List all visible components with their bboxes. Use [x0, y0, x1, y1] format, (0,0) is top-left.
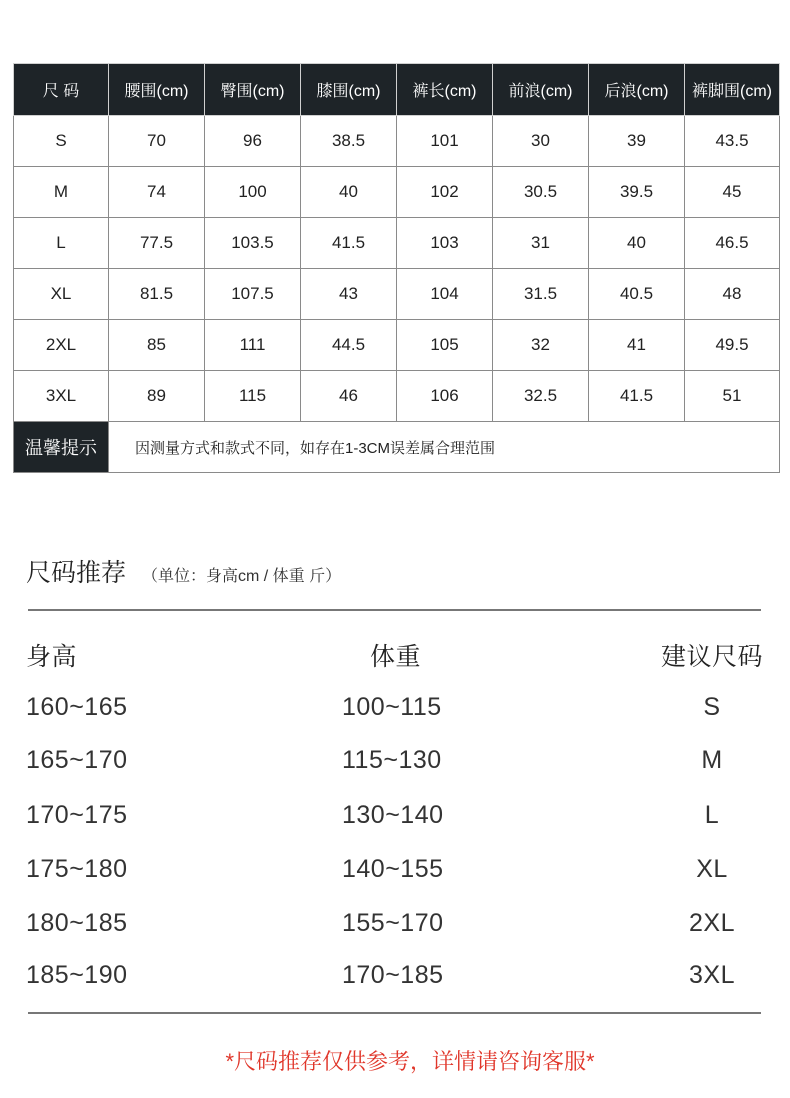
height-range: 175~180 [26, 855, 128, 883]
recommend-heading [26, 553, 341, 589]
measurement-cell: 100 [205, 167, 301, 218]
recommend-footnote: *尺码推荐仅供参考，详情请咨询客服* [225, 1049, 595, 1074]
size-table-row [14, 167, 780, 218]
measurement-cell: 49.5 [685, 320, 780, 371]
size-table-header-row [14, 64, 780, 116]
weight-range: 130~140 [342, 801, 444, 829]
measurement-cell: 40 [301, 167, 397, 218]
measurement-cell: 89 [109, 371, 205, 422]
measurement-cell: 39 [589, 116, 685, 167]
measurement-cell: 46 [301, 371, 397, 422]
size-table-header-cell: 裤长(cm) [397, 64, 493, 116]
measurement-cell: 77.5 [109, 218, 205, 269]
measurement-cell: 39.5 [589, 167, 685, 218]
suggested-size: L [704, 801, 720, 829]
weight-range: 115~130 [342, 746, 442, 774]
measurement-cell: 48 [685, 269, 780, 320]
weight-range: 140~155 [342, 855, 444, 883]
size-label-cell: XL [14, 269, 109, 320]
weight-range: 170~185 [342, 961, 444, 989]
size-table-row [14, 218, 780, 269]
measurement-cell: 74 [109, 167, 205, 218]
size-label-cell: 2XL [14, 320, 109, 371]
measurement-cell: 45 [685, 167, 780, 218]
measurement-cell: 105 [397, 320, 493, 371]
measurement-cell: 102 [397, 167, 493, 218]
measurement-cell: 32 [493, 320, 589, 371]
size-table-row [14, 116, 780, 167]
tip-text: 因测量方式和款式不同，如存在1-3CM误差属合理范围 [109, 422, 780, 473]
suggested-size: S [703, 693, 721, 721]
measurement-cell: 32.5 [493, 371, 589, 422]
height-range: 160~165 [26, 693, 128, 721]
measurement-cell: 31.5 [493, 269, 589, 320]
height-range: 170~175 [26, 801, 128, 829]
measurement-cell: 30.5 [493, 167, 589, 218]
measurement-cell: 41.5 [589, 371, 685, 422]
recommend-subtitle: （单位：身高cm / 体重 斤） [142, 568, 342, 585]
measurement-cell: 51 [685, 371, 780, 422]
measurement-cell: 31 [493, 218, 589, 269]
divider-bottom [28, 1012, 761, 1014]
measurement-cell: 43 [301, 269, 397, 320]
size-table-row [14, 371, 780, 422]
size-table-row [14, 269, 780, 320]
header-weight: 体重 [370, 643, 422, 671]
measurement-cell: 70 [109, 116, 205, 167]
measurement-cell: 107.5 [205, 269, 301, 320]
measurement-cell: 81.5 [109, 269, 205, 320]
tip-row [14, 422, 780, 473]
measurement-cell: 44.5 [301, 320, 397, 371]
suggested-size: XL [696, 855, 728, 883]
tip-label: 温馨提示 [14, 422, 109, 473]
measurement-cell: 46.5 [685, 218, 780, 269]
measurement-cell: 96 [205, 116, 301, 167]
header-suggested-size: 建议尺码 [660, 643, 763, 671]
height-range: 185~190 [26, 961, 128, 989]
size-table-header-cell: 裤脚围(cm) [685, 64, 780, 116]
divider-top [28, 609, 761, 611]
suggested-size: 3XL [689, 961, 735, 989]
size-label-cell: L [14, 218, 109, 269]
size-table-header-cell: 尺 码 [14, 64, 109, 116]
size-table-header-cell: 膝围(cm) [301, 64, 397, 116]
measurement-cell: 41.5 [301, 218, 397, 269]
measurement-cell: 111 [205, 320, 301, 371]
measurement-cell: 85 [109, 320, 205, 371]
measurement-cell: 103.5 [205, 218, 301, 269]
size-table-header-cell: 后浪(cm) [589, 64, 685, 116]
measurement-cell: 43.5 [685, 116, 780, 167]
size-label-cell: M [14, 167, 109, 218]
measurement-cell: 115 [205, 371, 301, 422]
measurement-cell: 40.5 [589, 269, 685, 320]
weight-range: 100~115 [342, 693, 442, 721]
height-range: 180~185 [26, 909, 128, 937]
suggested-size: 2XL [689, 909, 735, 937]
size-label-cell: S [14, 116, 109, 167]
size-table-header-cell: 腰围(cm) [109, 64, 205, 116]
measurement-cell: 104 [397, 269, 493, 320]
measurement-cell: 101 [397, 116, 493, 167]
measurement-cell: 41 [589, 320, 685, 371]
size-label-cell: 3XL [14, 371, 109, 422]
suggested-size: M [701, 746, 723, 774]
measurement-cell: 40 [589, 218, 685, 269]
size-table-header-cell: 前浪(cm) [493, 64, 589, 116]
size-table-header-cell: 臀围(cm) [205, 64, 301, 116]
size-table-row [14, 320, 780, 371]
recommend-title: 尺码推荐 [26, 559, 127, 587]
weight-range: 155~170 [342, 909, 444, 937]
size-chart-table [13, 63, 780, 473]
measurement-cell: 38.5 [301, 116, 397, 167]
measurement-cell: 106 [397, 371, 493, 422]
measurement-cell: 30 [493, 116, 589, 167]
height-range: 165~170 [26, 746, 128, 774]
measurement-cell: 103 [397, 218, 493, 269]
header-height: 身高 [26, 643, 78, 671]
